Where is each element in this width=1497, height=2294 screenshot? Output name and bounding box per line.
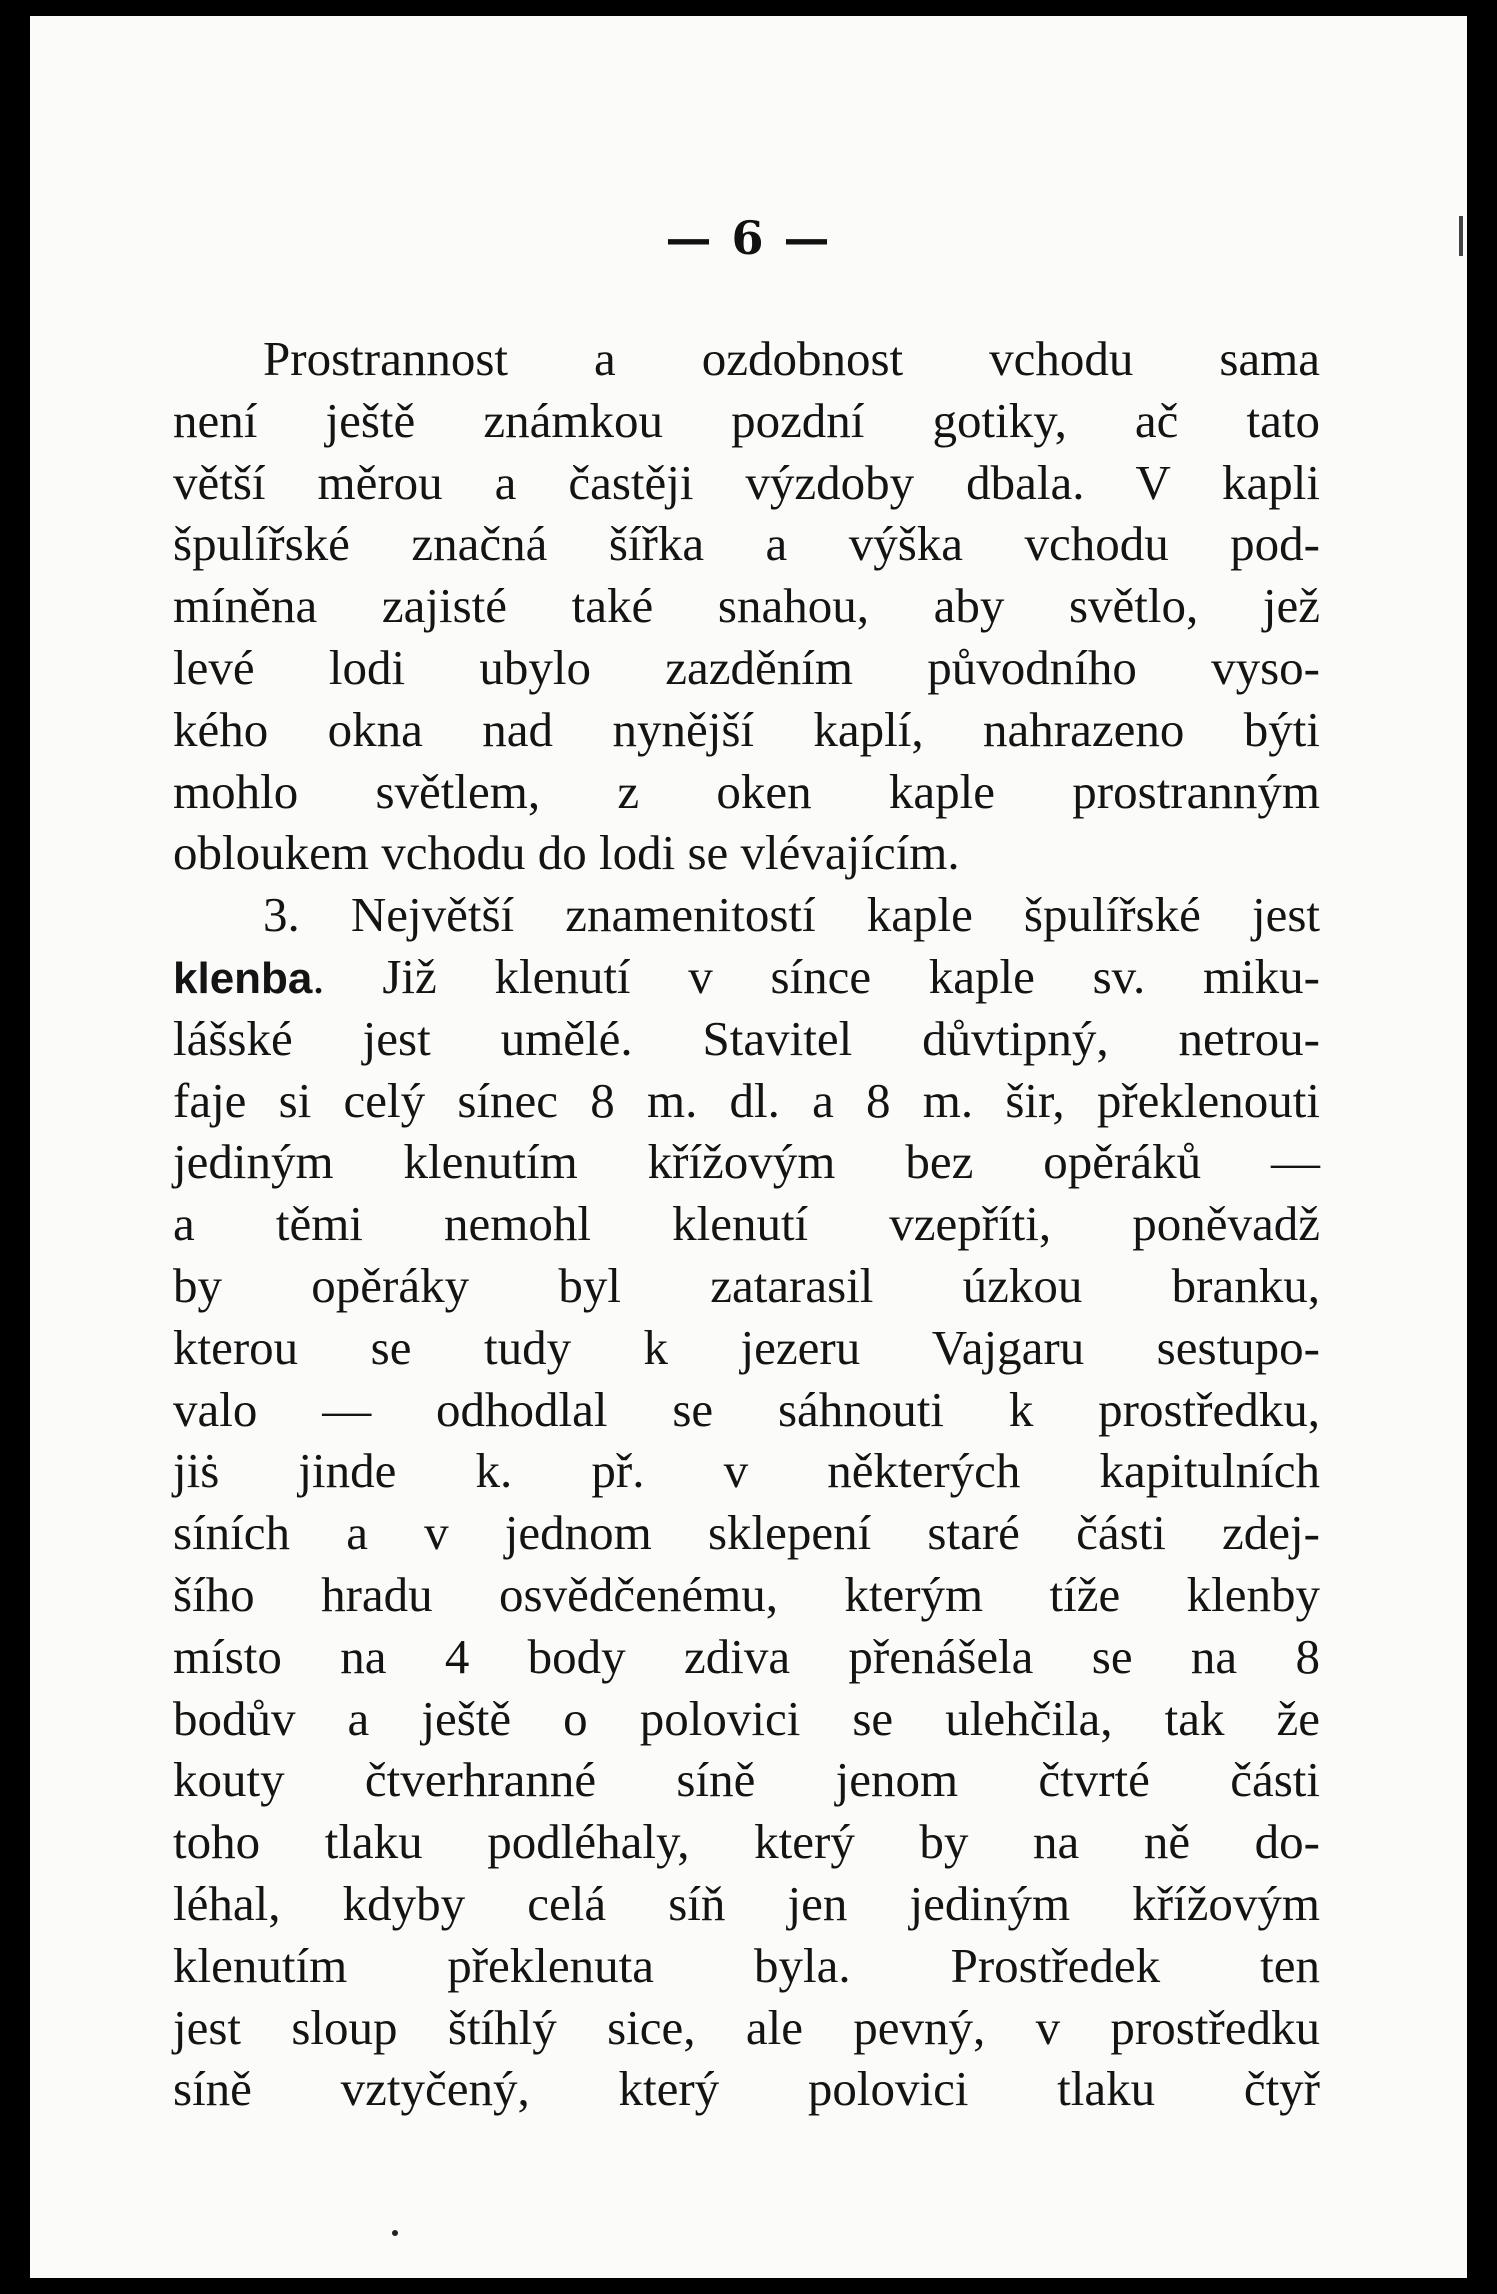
text-line: a těmi nemohl klenutí vzepříti, poněvadž xyxy=(173,1196,1320,1252)
text-line: není ještě známkou pozdní gotiky, ač tato xyxy=(173,392,1320,448)
text-line: šího hradu osvědčenému, kterým tíže klenby xyxy=(173,1566,1320,1622)
text-line: kouty čtverhranné síně jenom čtvrté části xyxy=(173,1752,1320,1808)
text-line: kterou se tudy k jezeru Vajgaru sestupo- xyxy=(173,1319,1320,1375)
text-line: míněna zajisté také snahou, aby světlo, jež xyxy=(173,578,1320,634)
text-line: bodův a ještě o polovici se ulehčila, tak že xyxy=(173,1690,1320,1746)
text-line: valo — odhodlal se sáhnouti k prostředku, xyxy=(173,1381,1320,1437)
text-line: lášské jest umělé. Stavitel důvtipný, netrou- xyxy=(173,1010,1320,1066)
text-line: jediným klenutím křížovým bez opěráků — xyxy=(173,1134,1320,1190)
text-line: větší měrou a častěji výzdoby dbala. V kapli xyxy=(173,454,1320,510)
book-page xyxy=(30,16,1467,2278)
text-line: špulířské značná šířka a výška vchodu pod- xyxy=(173,516,1320,572)
ink-speck xyxy=(392,2230,398,2236)
text-run: . Již klenutí v síncе kaple sv. miku- xyxy=(312,948,1320,1004)
text-line: by opěráky byl zatarasil úzkou branku, xyxy=(173,1257,1320,1313)
text-line: Prostrannost a ozdobnost vchodu sama xyxy=(263,331,1320,386)
text-line: levé lodi ubylo zazděním původního vyso- xyxy=(173,639,1320,695)
text-line: faje si celý sínec 8 m. dl. a 8 m. šir, překlenouti xyxy=(173,1072,1320,1128)
page-number: — 6 — xyxy=(665,211,832,265)
bold-term: klenba xyxy=(173,953,313,1003)
text-line: klenutím překlenuta byla. Prostředek ten xyxy=(173,1937,1320,1993)
text-line: toho tlaku podléhaly, který by na ně do- xyxy=(173,1814,1320,1870)
text-line: obloukem vchodu do lodi se vlévajícím. xyxy=(173,825,960,881)
body-text xyxy=(173,328,1320,2120)
text-line: místo na 4 body zdiva přenášela se na 8 xyxy=(173,1628,1320,1684)
text-line xyxy=(173,946,1320,1008)
text-line: mohlo světlem, z oken kaple prostranným xyxy=(173,763,1320,819)
text-line: kého okna nad nynější kaplí, nahrazeno býti xyxy=(173,701,1320,757)
text-line: síních a v jednom sklepení staré části zdej- xyxy=(173,1505,1320,1561)
text-line: jiṡ jinde k. př. v některých kapitulních xyxy=(173,1443,1320,1499)
page-edge-mark xyxy=(1459,216,1463,256)
text-line: léhal, kdyby celá síň jen jediným křížovým xyxy=(173,1875,1320,1931)
text-line: 3. Největší znamenitostí kaple špulířské jest xyxy=(263,887,1320,943)
text-line: jest sloup štíhlý sice, ale pevný, v prostředku xyxy=(173,1999,1320,2055)
text-line: síně vztyčený, který polovici tlaku čtyř xyxy=(173,2061,1320,2117)
